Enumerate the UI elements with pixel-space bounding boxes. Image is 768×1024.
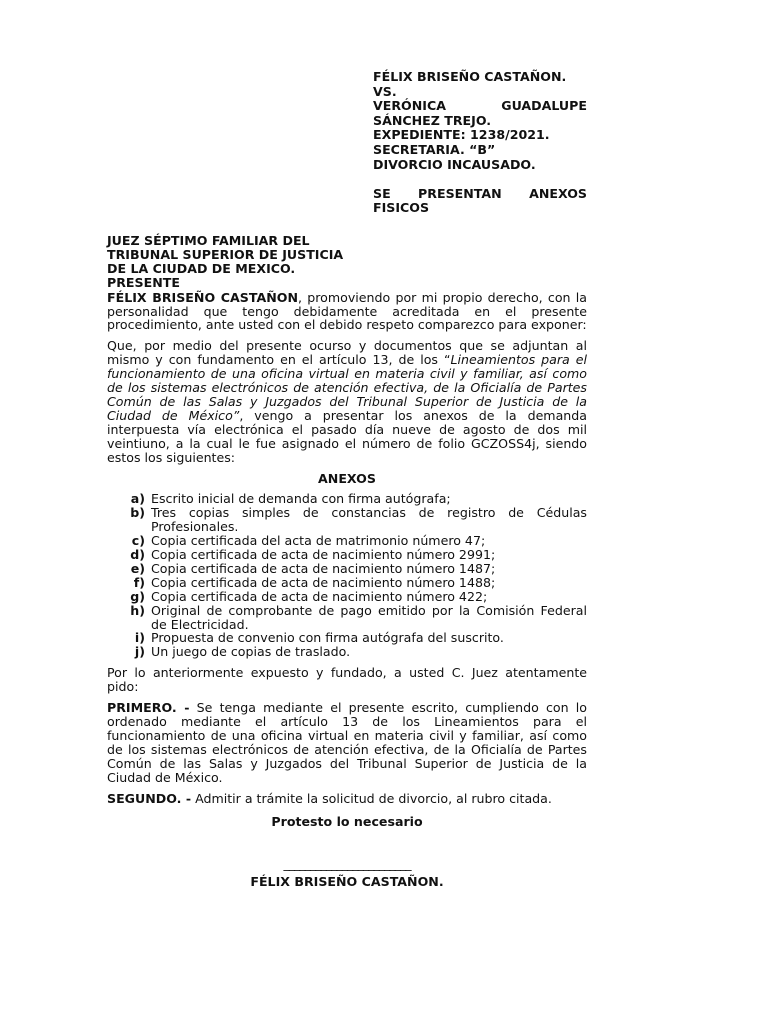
defendant-name-line2: SÁNCHEZ TREJO. bbox=[373, 112, 492, 128]
anexo-marker: j) bbox=[134, 644, 145, 660]
anexo-text: Copia certificada de acta de nacimiento número 1487; bbox=[151, 560, 496, 576]
intro-name: FÉLIX BRISEÑO CASTAÑON bbox=[107, 289, 298, 305]
anexo-item bbox=[107, 590, 587, 604]
intro-text: , promoviendo por mi propio derecho, con la personalidad que tengo debidamente acreditada en el presente procedimiento, ante usted con el debido respeto comparezco para exponer: bbox=[107, 289, 587, 333]
anexo-marker: c) bbox=[131, 533, 145, 549]
segundo-label: SEGUNDO. - bbox=[107, 790, 192, 806]
addressee-line4: PRESENTE bbox=[107, 274, 180, 290]
anexos-list bbox=[107, 492, 587, 659]
anexo-item bbox=[107, 562, 587, 576]
anexo-item bbox=[107, 645, 587, 659]
anexo-text: Copia certificada de acta de nacimiento número 422; bbox=[151, 588, 488, 604]
segundo-text: Admitir a trámite la solicitud de divorcio, al rubro citada. bbox=[191, 790, 552, 806]
anexo-text: Tres copias simples de constancias de registro de Cédulas Profesionales. bbox=[151, 505, 587, 535]
anexo-text: Original de comprobante de pago emitido por la Comisión Federal de Electricidad. bbox=[151, 602, 587, 632]
petition-intro: Por lo anteriormente expuesto y fundado, a usted C. Juez atentamente pido: bbox=[107, 665, 587, 695]
anexo-marker: d) bbox=[130, 547, 145, 563]
addressee-line3: DE LA CIUDAD DE MEXICO. bbox=[107, 260, 296, 276]
anexo-item bbox=[107, 534, 587, 548]
signature-name: FÉLIX BRISEÑO CASTAÑON. bbox=[250, 874, 444, 890]
plaintiff-name: FÉLIX BRISEÑO CASTAÑON. bbox=[373, 69, 567, 84]
main-paragraph bbox=[107, 339, 587, 464]
case-number: EXPEDIENTE: 1238/2021. bbox=[373, 127, 550, 143]
anexo-item bbox=[107, 506, 587, 534]
anexo-item bbox=[107, 631, 587, 645]
anexo-text: Copia certificada de acta de nacimiento número 2991; bbox=[151, 547, 496, 563]
anexo-text: Copia certificada del acta de matrimonio número 47; bbox=[151, 533, 486, 549]
addressee-line1: JUEZ SÉPTIMO FAMILIAR DEL bbox=[107, 233, 310, 248]
primero-label: PRIMERO. - bbox=[107, 700, 190, 716]
subject-line1: SE PRESENTAN ANEXOS bbox=[373, 185, 587, 201]
anexo-marker: i) bbox=[134, 630, 145, 646]
anexo-marker: f) bbox=[133, 574, 145, 590]
primero-paragraph bbox=[107, 701, 587, 784]
document-body bbox=[107, 234, 587, 889]
anexo-text: Copia certificada de acta de nacimiento número 1488; bbox=[151, 574, 496, 590]
addressee bbox=[107, 234, 587, 290]
anexo-item bbox=[107, 604, 587, 632]
anexos-title: ANEXOS bbox=[318, 470, 376, 486]
anexo-marker: h) bbox=[130, 602, 145, 618]
primero-text: Se tenga mediante el presente escrito, cumpliendo con lo ordenado mediante el artículo 13 de los Lineamientos para el funcionamiento de una oficina virtual en materia civil y familiar, así como de los sistemas electrónicos de atención efectiva, de la Oficialía de Partes Común de las Salas y Juzgados del Tribunal Superior de Justicia de la Ciudad de México. bbox=[107, 700, 587, 785]
defendant-name-line1: VERÓNICA GUADALUPE bbox=[373, 98, 587, 114]
case-header bbox=[373, 70, 587, 216]
case-type: DIVORCIO INCAUSADO. bbox=[373, 156, 536, 172]
signature-line: ________________________ bbox=[283, 856, 411, 872]
anexo-marker: e) bbox=[130, 560, 145, 576]
anexo-item bbox=[107, 576, 587, 590]
main-italic: Lineamientos para el funcionamiento de una oficina virtual en materia civil y familiar, así como de los sistemas electrónicos de atención efectiva, de la Oficialía de Partes Común de las Salas y Juzgados del Tribunal Superior de Justicia de la Ciudad de México” bbox=[107, 352, 587, 423]
anexo-item bbox=[107, 548, 587, 562]
anexo-item bbox=[107, 492, 587, 506]
intro-paragraph bbox=[107, 291, 587, 333]
anexo-text: Un juego de copias de traslado. bbox=[151, 644, 351, 660]
anexo-text: Escrito inicial de demanda con firma autógrafa; bbox=[151, 491, 451, 507]
anexo-marker: b) bbox=[130, 505, 145, 521]
main-part2: , vengo a presentar los anexos de la demanda interpuesta vía electrónica el pasado día nueve de agosto de dos mil veintiuno, a la cual le fue asignado el número de folio GCZOSS4j, siendo estos los siguientes: bbox=[107, 407, 587, 465]
segundo-paragraph bbox=[107, 792, 587, 806]
subject-line2: FISICOS bbox=[373, 200, 430, 216]
main-part1: Que, por medio del presente ocurso y documentos que se adjuntan al mismo y con fundamento en el artículo 13, de los “ bbox=[107, 338, 587, 368]
secretariat: SECRETARIA. “B” bbox=[373, 141, 496, 157]
versus-label: VS. bbox=[373, 83, 397, 99]
addressee-line2: TRIBUNAL SUPERIOR DE JUSTICIA bbox=[107, 246, 344, 262]
anexo-marker: g) bbox=[130, 588, 145, 604]
closing-protest: Protesto lo necesario bbox=[271, 814, 423, 830]
anexo-text: Propuesta de convenio con firma autógrafa del suscrito. bbox=[151, 630, 504, 646]
anexo-marker: a) bbox=[130, 491, 145, 507]
